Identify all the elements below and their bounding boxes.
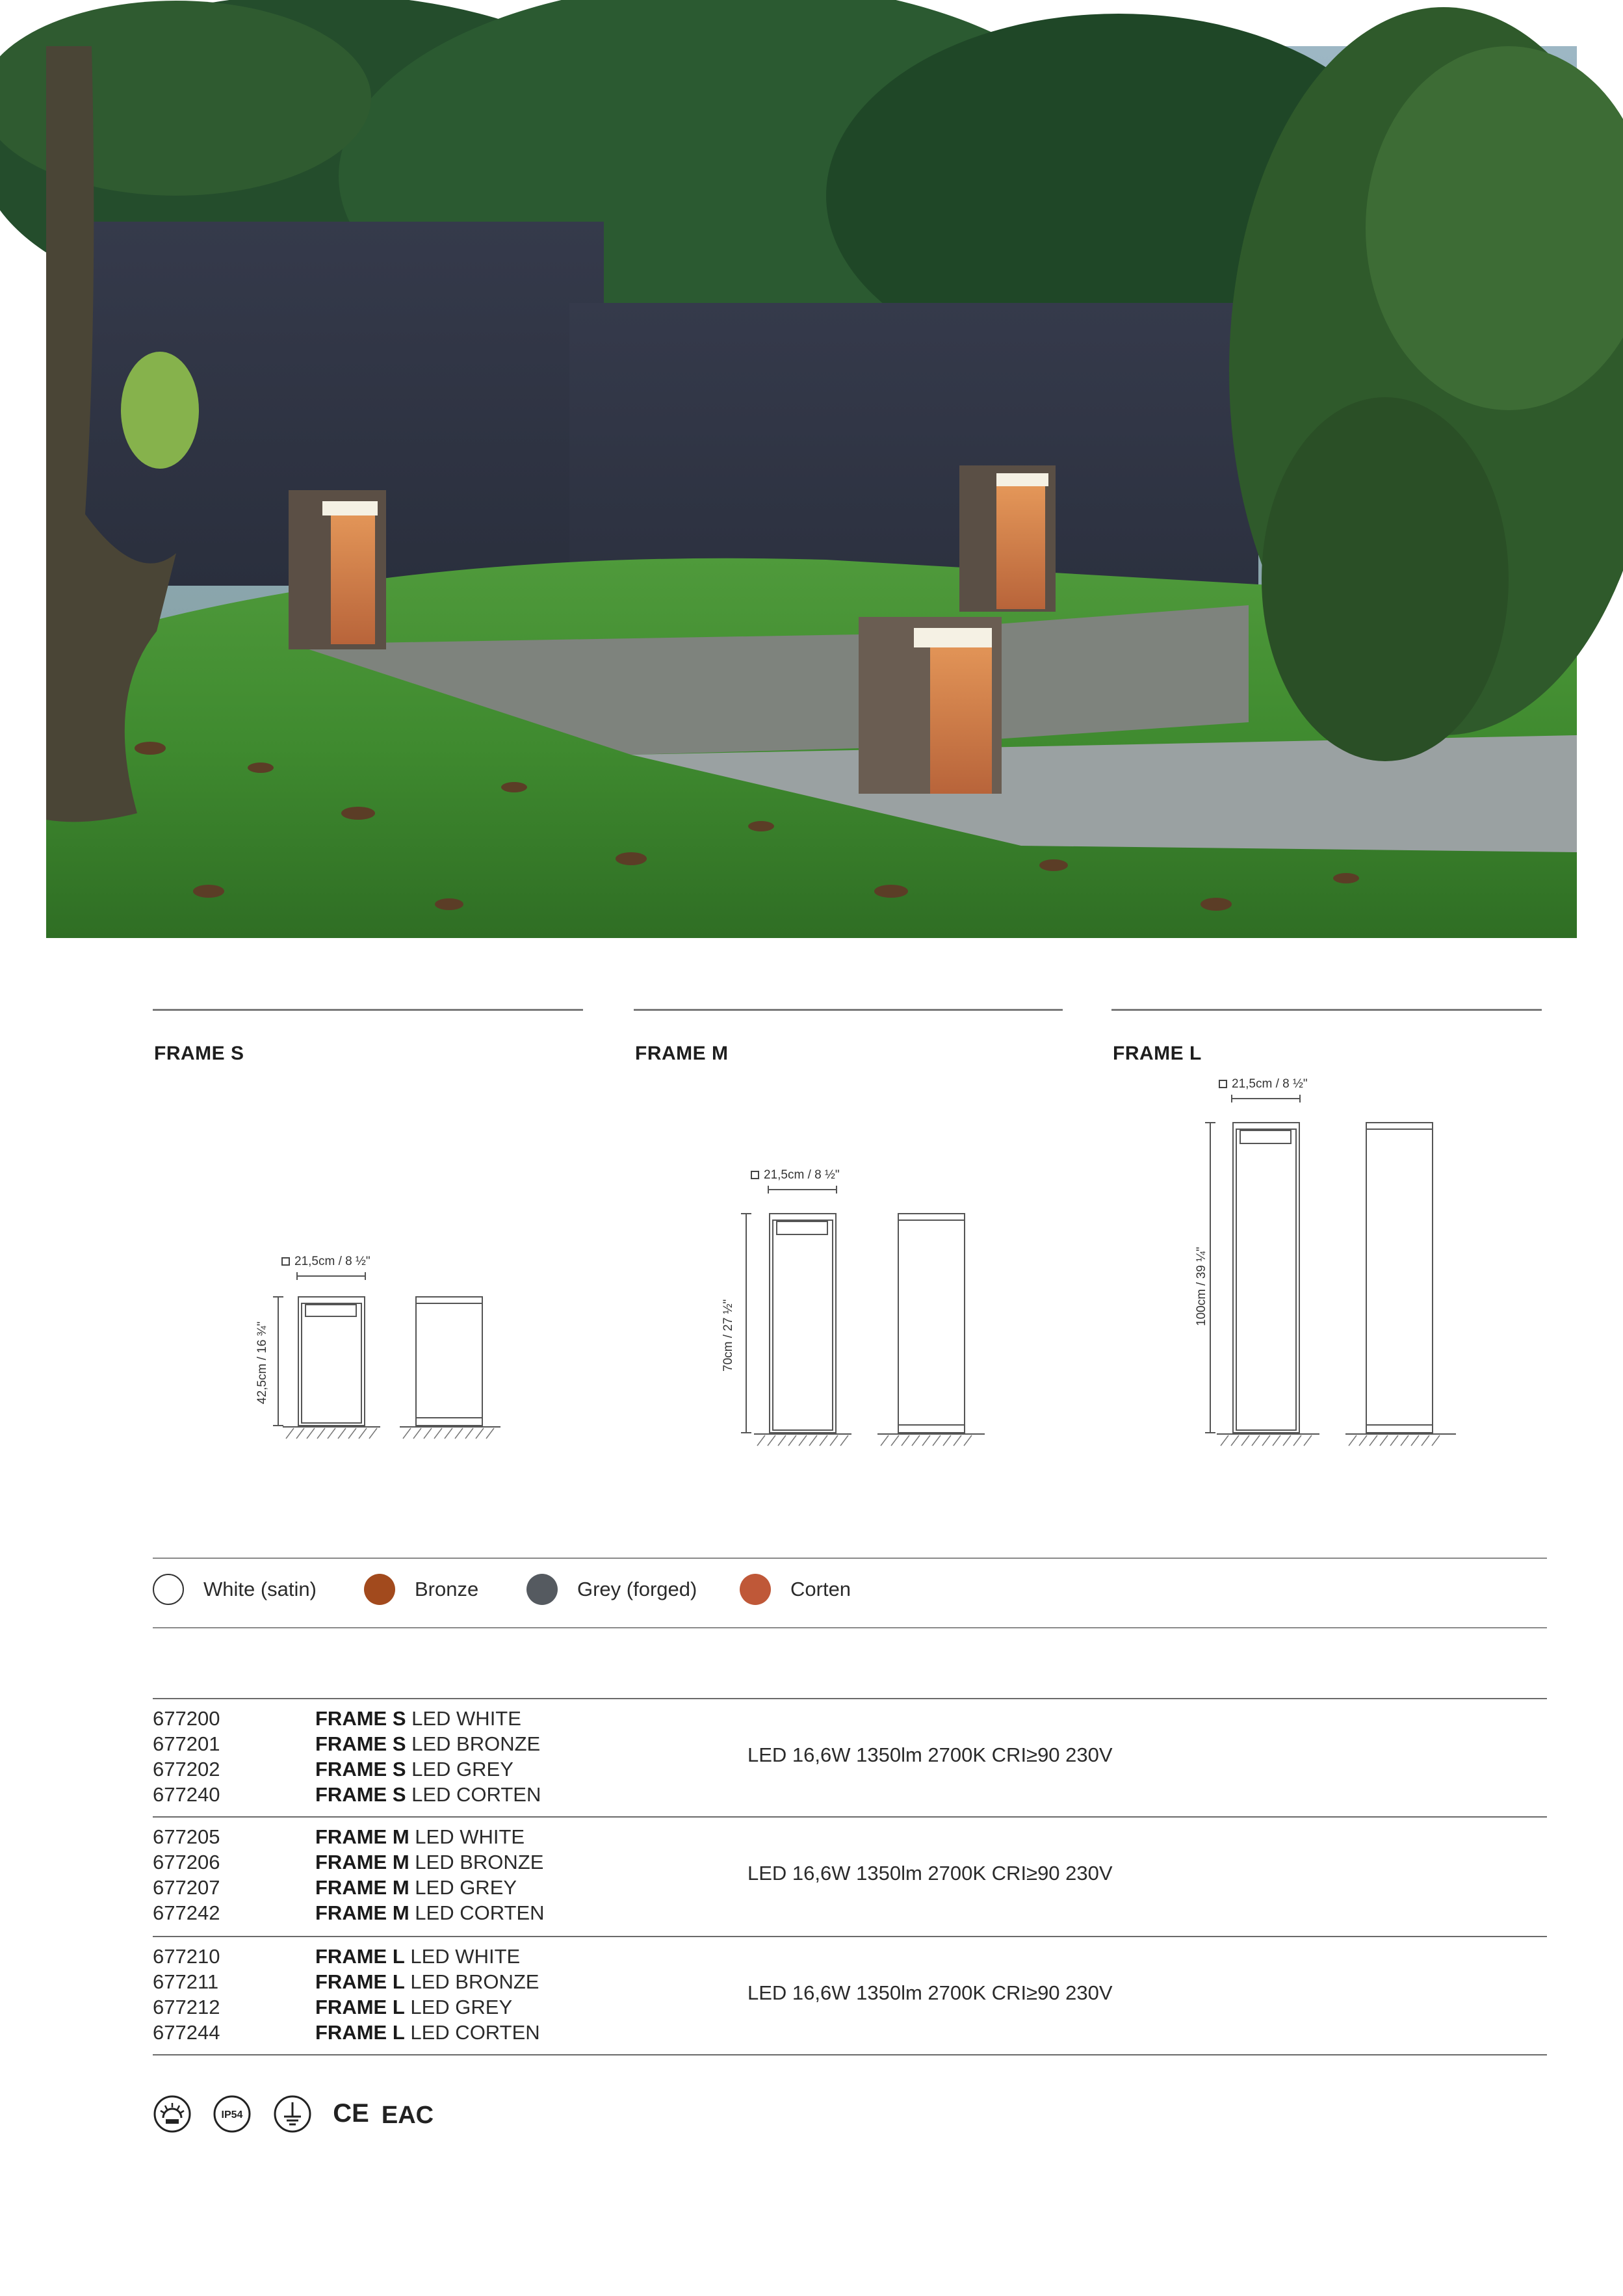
spec-text: LED 16,6W 1350lm 2700K CRI≥90 230V (747, 1743, 1113, 1766)
finish-corten (740, 1573, 851, 1606)
led-driver-icon (153, 2094, 192, 2133)
frame-m-height-label: 70cm / 27 ½" (721, 1299, 735, 1372)
table-row: 677210 FRAME L LED WHITE (153, 1945, 521, 1968)
table-row: 677205 FRAME M LED WHITE (153, 1825, 525, 1848)
group-rule (153, 1936, 1547, 1937)
svg-text:CE: CE (333, 2099, 369, 2128)
finish-white (153, 1573, 317, 1606)
frame-m-width-label: 21,5cm / 8 ½" (751, 1168, 840, 1182)
finish-label: Grey (forged) (577, 1578, 697, 1600)
finish-label: Corten (790, 1578, 851, 1600)
frame-m-drawing (728, 1184, 1001, 1451)
ce-mark-icon (331, 2094, 370, 2133)
frame-s-width-label: 21,5cm / 8 ½" (281, 1255, 370, 1269)
frame-s-title: FRAME S (154, 1043, 244, 1064)
frame-s-drawing (260, 1271, 520, 1446)
table-row: 677200 FRAME S LED WHITE (153, 1707, 521, 1730)
table-row: 677242 FRAME M LED CORTEN (153, 1901, 545, 1924)
table-row: 677212 FRAME L LED GREY (153, 1996, 513, 2018)
swatch-white (153, 1574, 184, 1605)
table-row: 677211 FRAME L LED BRONZE (153, 1970, 539, 1993)
table-row: 677202 FRAME S LED GREY (153, 1758, 513, 1781)
svg-text:IP54: IP54 (221, 2109, 243, 2120)
frame-s-divider (153, 1009, 583, 1011)
swatch-grey (526, 1574, 558, 1605)
square-section-icon (1219, 1080, 1227, 1088)
swatch-bronze (364, 1574, 395, 1605)
frame-l-divider (1111, 1009, 1542, 1011)
garden-scene-image (46, 46, 1577, 938)
finish-label: Bronze (415, 1578, 479, 1600)
table-row: 677201 FRAME S LED BRONZE (153, 1732, 541, 1755)
frame-l-width-label: 21,5cm / 8 ½" (1219, 1077, 1308, 1091)
group-rule (153, 1698, 1547, 1699)
table-bottom-rule (153, 2054, 1547, 2055)
product-photo (46, 46, 1577, 938)
spec-text: LED 16,6W 1350lm 2700K CRI≥90 230V (747, 1862, 1113, 1885)
frame-l-height-label: 100cm / 39 ¼" (1195, 1247, 1208, 1326)
finishes-bottom-rule (153, 1627, 1547, 1628)
earth-ground-icon (273, 2094, 312, 2133)
finish-label: White (satin) (203, 1578, 317, 1600)
square-section-icon (751, 1171, 759, 1179)
svg-text:EAC: EAC (381, 2102, 434, 2129)
frame-m-divider (634, 1009, 1063, 1011)
frame-l-title: FRAME L (1113, 1043, 1202, 1064)
ip-rating-icon (213, 2094, 252, 2133)
table-group-frame-l (153, 1936, 1547, 2054)
table-row: 677206 FRAME M LED BRONZE (153, 1851, 544, 1873)
frame-m-title: FRAME M (635, 1043, 729, 1064)
group-rule (153, 1816, 1547, 1818)
table-row: 677240 FRAME S LED CORTEN (153, 1783, 541, 1806)
square-section-icon (281, 1257, 290, 1266)
swatch-corten (740, 1574, 771, 1605)
table-row: 677244 FRAME L LED CORTEN (153, 2021, 540, 2044)
frame-s-height-label: 42,5cm / 16 ¾" (255, 1321, 269, 1404)
spec-text: LED 16,6W 1350lm 2700K CRI≥90 230V (747, 1981, 1113, 2004)
finish-grey (526, 1573, 697, 1606)
frame-l-drawing (1202, 1093, 1475, 1451)
eac-mark-icon (381, 2094, 434, 2133)
table-group-frame-s (153, 1698, 1547, 1816)
finish-bronze (364, 1573, 478, 1606)
table-group-frame-m (153, 1816, 1547, 1935)
finishes-top-rule (153, 1558, 1547, 1559)
table-row: 677207 FRAME M LED GREY (153, 1876, 517, 1899)
